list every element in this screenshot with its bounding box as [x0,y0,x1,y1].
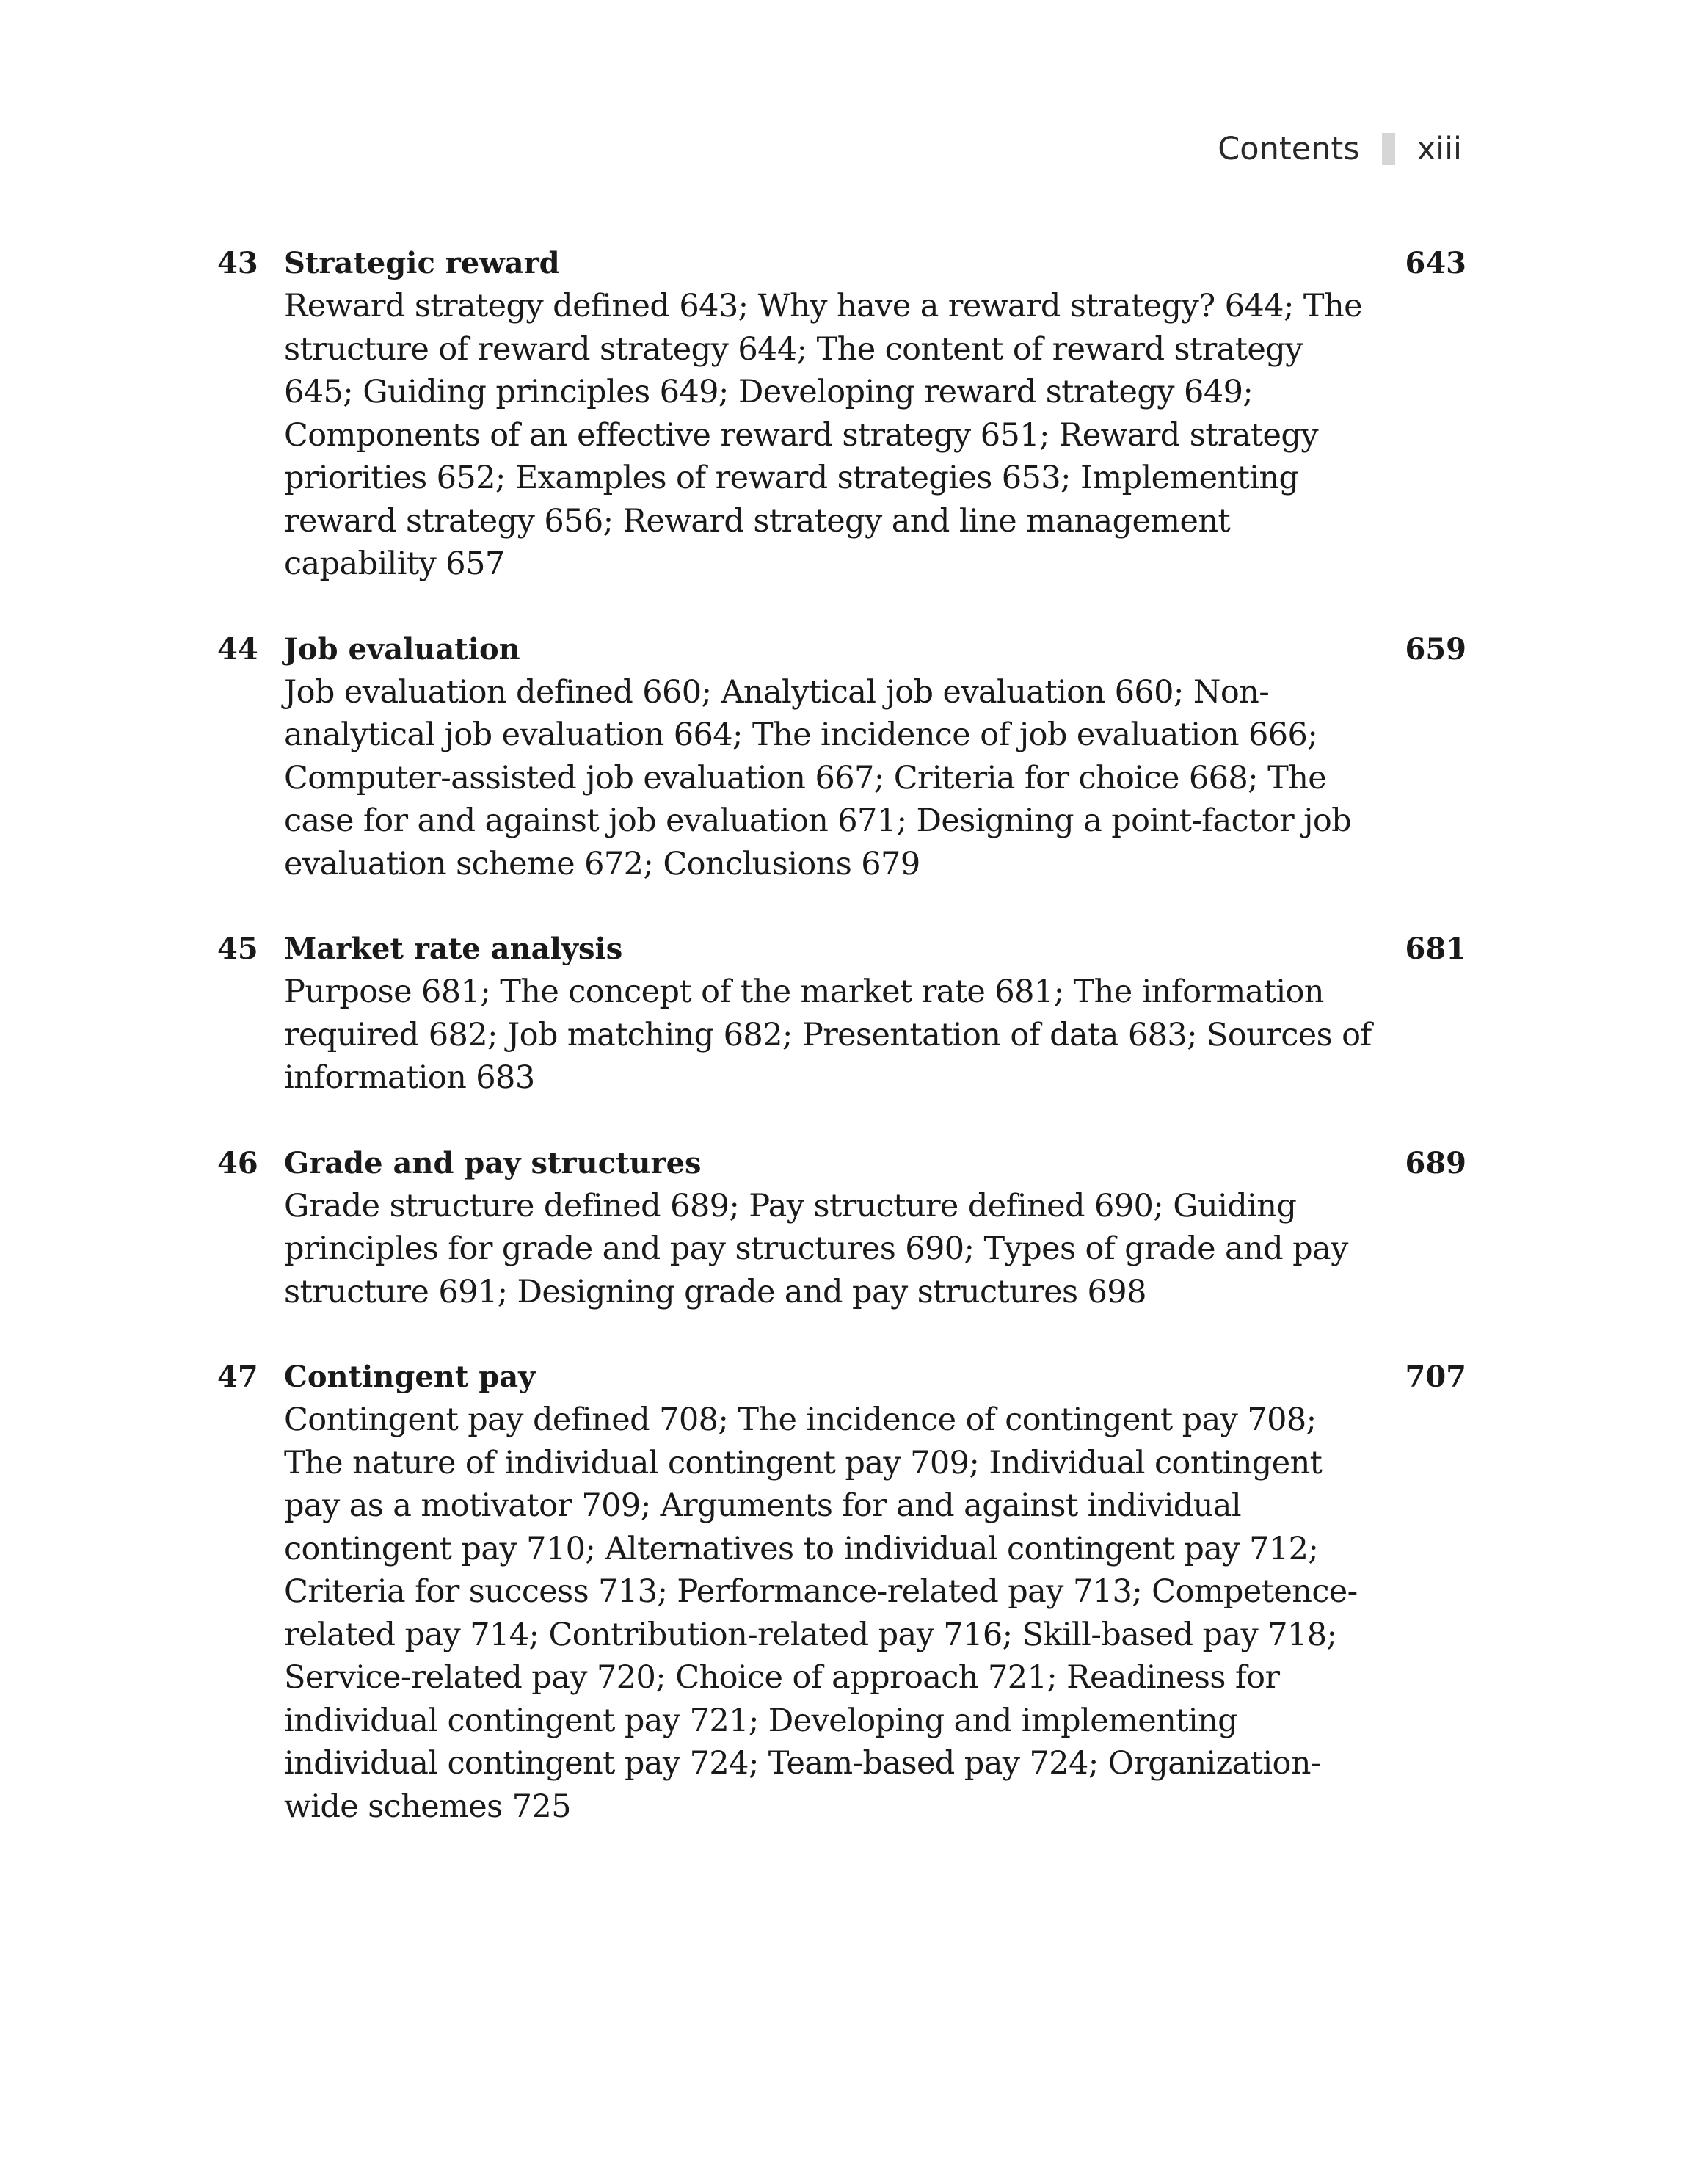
chapter-page-number: 681 [1405,932,1466,966]
toc-entry-chapter-46 [0,1142,1688,1314]
chapter-title: Grade and pay structures [284,1145,702,1180]
table-of-contents [0,242,1688,1871]
chapter-title: Strategic reward [284,246,560,280]
running-head [1218,131,1462,167]
chapter-title: Market rate analysis [284,932,623,966]
chapter-number: 43 [217,246,258,280]
running-head-page-number: xiii [1416,131,1462,167]
chapter-topics: Purpose 681; The concept of the market rate 681; The information required 682; Job matching 682; Presentation of data 683; Sources of information 683 [284,973,1372,1096]
chapter-topics: Reward strategy defined 643; Why have a reward strategy? 644; The structure of reward strategy 644; The content of reward strategy 645; Guiding principles 649; Developing reward strategy 649; Components of an effective reward strategy 651; Reward strategy priorities 652; Examples of reward strategies 653; Implementing reward strategy 656; Reward strategy and line management capability 657 [284,288,1362,582]
chapter-page-number: 707 [1405,1360,1466,1394]
chapter-page-number: 643 [1405,246,1466,280]
chapter-topics: Grade structure defined 689; Pay structure defined 690; Guiding principles for grade and pay structures 690; Types of grade and pay structure 691; Designing grade and pay structures 698 [284,1187,1348,1310]
toc-entry-chapter-44 [0,628,1688,886]
chapter-title: Contingent pay [284,1360,536,1394]
chapter-page-number: 659 [1405,631,1466,667]
toc-entry-chapter-45 [0,928,1688,1100]
chapter-title: Job evaluation [284,631,520,667]
chapter-number: 45 [217,932,258,966]
chapter-number: 44 [217,631,258,667]
toc-entry-chapter-43 [0,242,1688,586]
chapter-page-number: 689 [1405,1145,1466,1180]
running-head-section: Contents [1218,131,1360,167]
chapter-topics: Job evaluation defined 660; Analytical job evaluation 660; Non-analytical job evaluation 664; The incidence of job evaluation 666; Computer-assisted job evaluation 667; Criteria for choice 668; The case for and against job evaluation 671; Designing a point-factor job evaluation scheme 672; Conclusions 679 [284,673,1352,882]
toc-entry-chapter-47 [0,1356,1688,1828]
running-head-divider [1382,133,1395,165]
chapter-number: 47 [217,1360,258,1394]
chapter-topics: Contingent pay defined 708; The incidence of contingent pay 708; The nature of individual contingent pay 709; Individual contingent pay as a motivator 709; Arguments for and against individual contingent pay 710; Alternatives to individual contingent pay 712; Criteria for success 713; Performance-related pay 713; Competence-related pay 714; Contribution-related pay 716; Skill-based pay 718; Service-related pay 720; Choice of approach 721; Readiness for individual contingent pay 721; Developing and implementing individual contingent pay 724; Team-based pay 724; Organization-wide schemes 725 [284,1401,1358,1825]
chapter-number: 46 [217,1145,258,1180]
